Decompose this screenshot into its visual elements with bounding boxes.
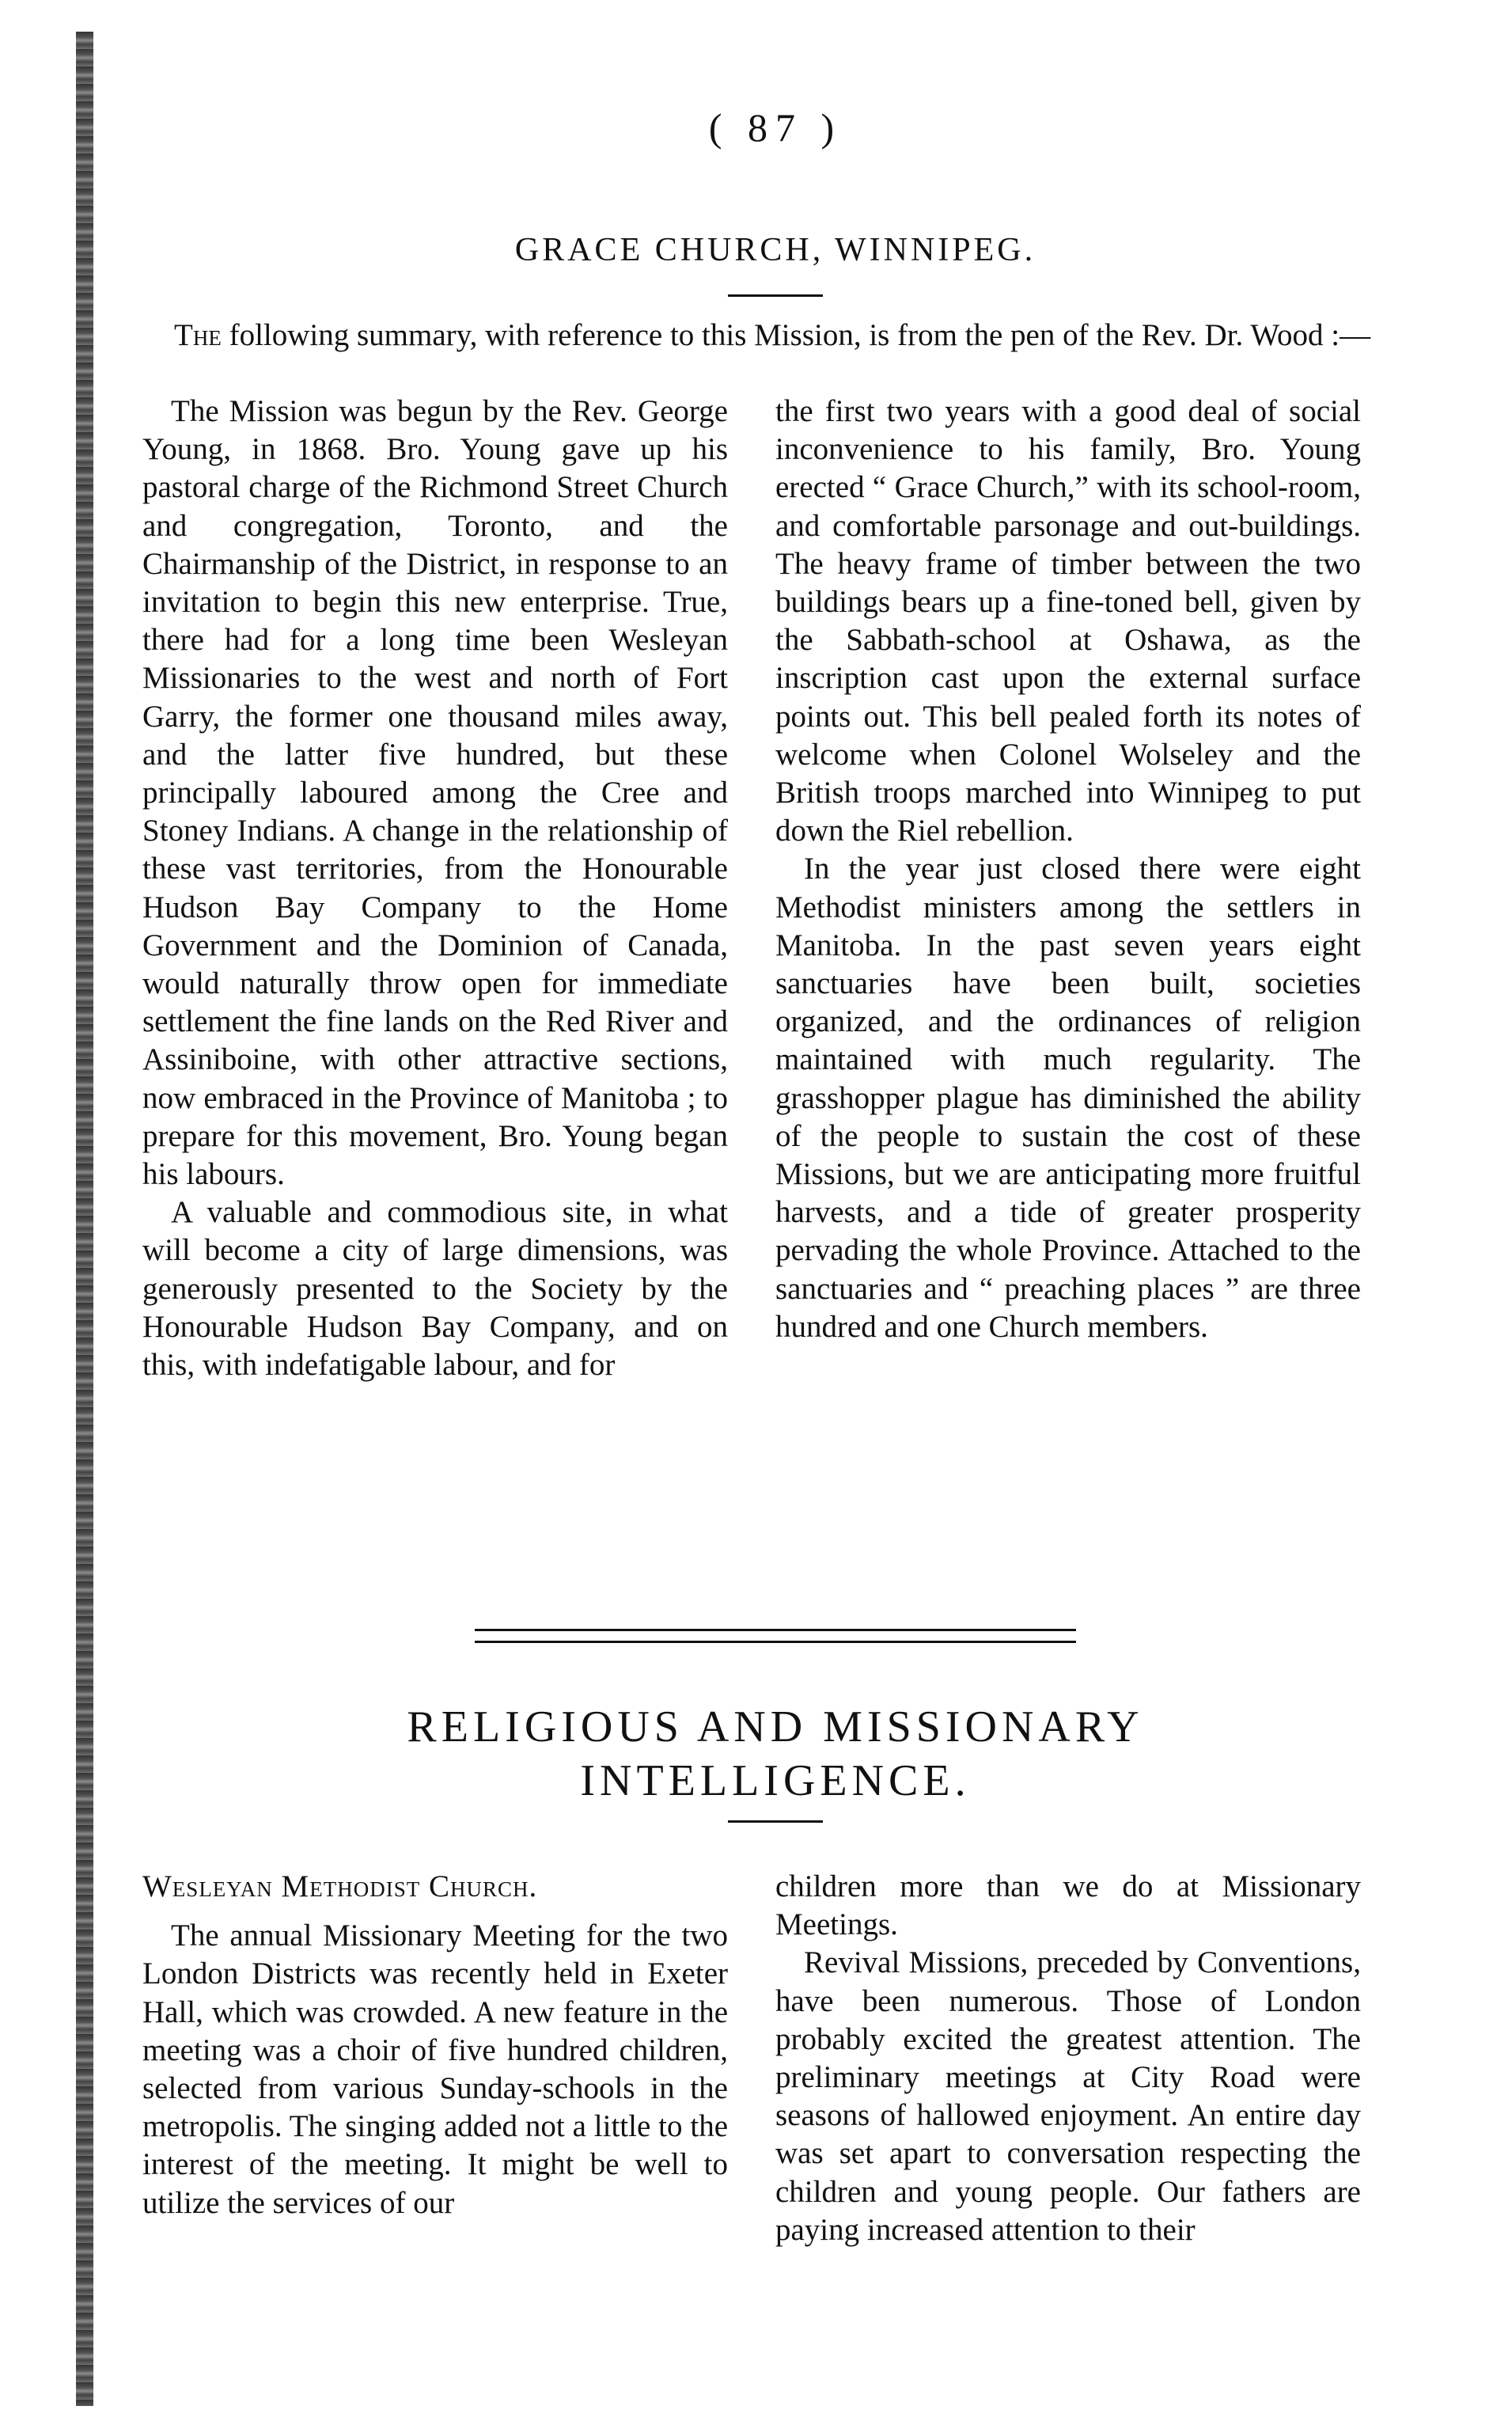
paragraph: Revival Missions, preceded by Conventions, have been numerous. Those of London probably excited the greatest attention. The preliminary meetings at City Road were seasons of hallowed enjoyment. An entire day was set apart to conversation respecting the children and young people. Our fathers are paying increased attention to their bbox=[775, 1945, 1361, 2247]
right-column-section2 bbox=[775, 1868, 1361, 2249]
section-title-grace-church: GRACE CHURCH, WINNIPEG. bbox=[514, 232, 1036, 268]
right-column-section1 bbox=[775, 393, 1361, 1346]
left-column-section1 bbox=[142, 393, 728, 1384]
page-number: ( 87 ) bbox=[708, 105, 843, 150]
intro-paragraph bbox=[174, 317, 1377, 355]
section-title-religious-line2: INTELLIGENCE. bbox=[580, 1756, 971, 1805]
left-column-section2 bbox=[142, 1868, 728, 2222]
intro-cap: The bbox=[174, 318, 222, 352]
subhead-wesleyan: Wesleyan Methodist Church. bbox=[142, 1869, 538, 1903]
section-title-religious-line1: RELIGIOUS AND MISSIONARY bbox=[407, 1702, 1144, 1751]
intro-text: following summary, with reference to this Mission, is from the pen of the Rev. Dr. Wood :— bbox=[229, 318, 1371, 352]
book-page bbox=[127, 0, 1424, 2425]
title-rule bbox=[728, 1820, 823, 1823]
title-rule bbox=[728, 294, 823, 297]
paragraph: In the year just closed there were eight Methodist ministers among the settlers in Manitoba. In the past seven years eight sanctuaries have been built, societies organized, and the ordinances of religion maintained with much regularity. The grasshopper plague has diminished the ability of the people to sustain the cost of these Missions, but we are anticipating more fruitful harvests, and a tide of greater prosperity pervading the whole Province. Attached to the sanctuaries and “ preaching places ” are three hundred and one Church members. bbox=[775, 852, 1361, 1344]
paragraph: children more than we do at Missionary Meetings. bbox=[775, 1869, 1361, 1942]
paragraph: The Mission was begun by the Rev. George Young, in 1868. Bro. Young gave up his pastoral charge of the Richmond Street Church and congregation, Toronto, and the Chairmanship of the District, in response to an invitation to begin this new enterprise. True, there had for a long time been Wesleyan Missionaries to the west and north of Fort Garry, the former one thousand miles away, and the latter five hundred, but these principally laboured among the Cree and Stoney Indians. A change in the relationship of these vast territories, from the Honourable Hudson Bay Company to the Home Government and the Dominion of Canada, would naturally throw open for immediate settlement the fine lands on the Red River and Assiniboine, with other attractive sections, now embraced in the Province of Manitoba ; to prepare for this movement, Bro. Young began his labours. bbox=[142, 394, 728, 1192]
binding-edge bbox=[76, 32, 93, 2406]
paragraph: A valuable and commodious site, in what will become a city of large dimensions, was generously presented to the Society by the Honourable Hudson Bay Company, and on this, with indefatigable labour, and for bbox=[142, 1195, 728, 1383]
paragraph: the first two years with a good deal of social inconvenience to his family, Bro. Young erected “ Grace Church,” with its school-room, and comfortable parsonage and out-buildings. The heavy frame of timber between the two buildings bears up a fine-toned bell, given by the Sabbath-school at Oshawa, as the inscription cast upon the external surface points out. This bell pealed forth its notes of welcome when Colonel Wolseley and the British troops marched into Winnipeg to put down the Riel rebellion. bbox=[775, 394, 1361, 848]
section-divider bbox=[475, 1629, 1076, 1643]
paragraph: The annual Missionary Meeting for the two London Districts was recently held in Exeter Hall, which was crowded. A new feature in the meeting was a choir of five hundred children, selected from various Sunday-schools in the metropolis. The singing added not a little to the interest of the meeting. It might be well to utilize the services of our bbox=[142, 1918, 728, 2220]
